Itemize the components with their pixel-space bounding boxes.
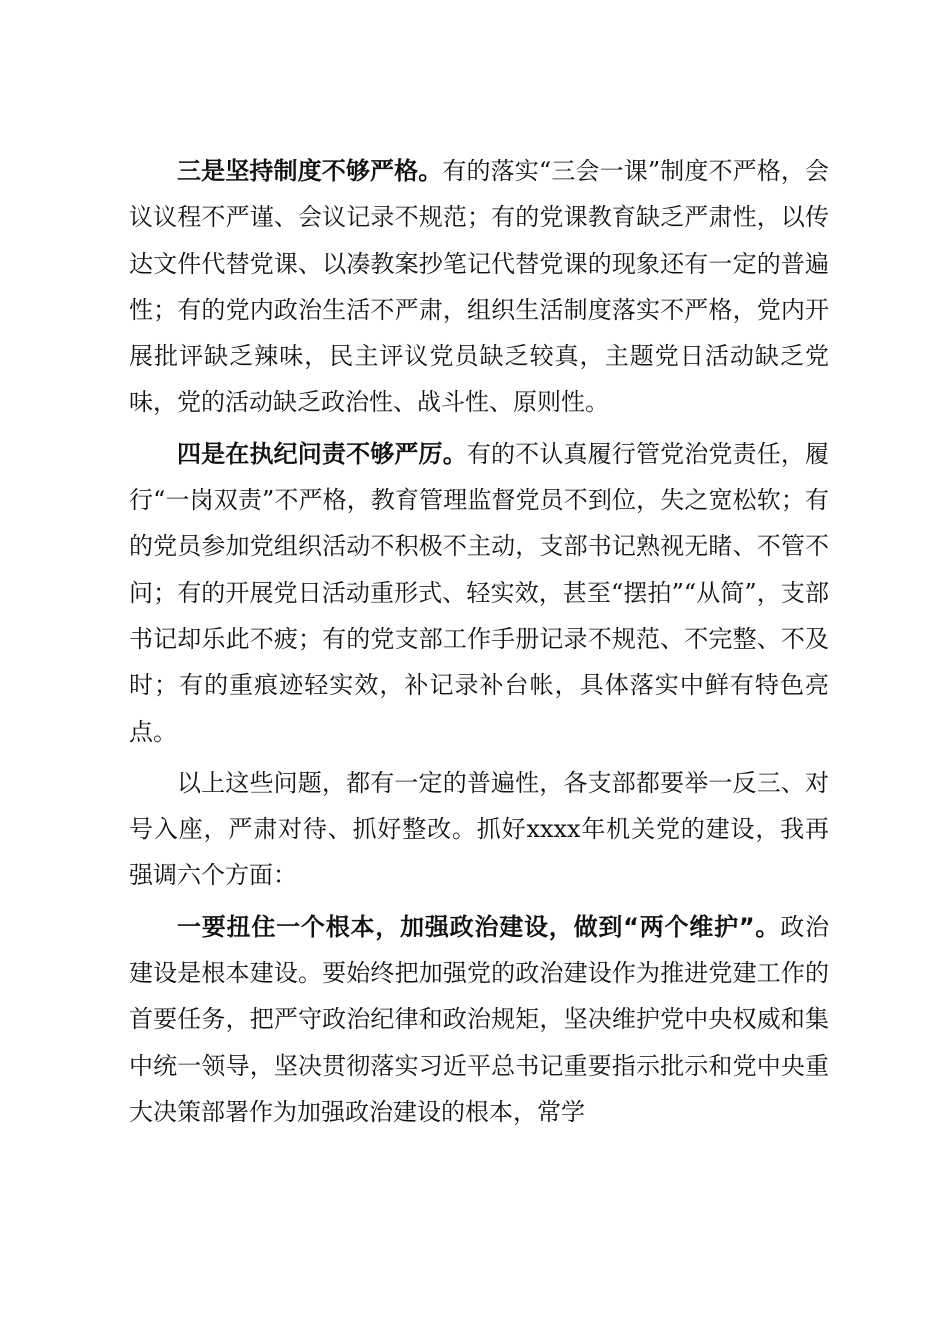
paragraph-heading: 一要扭住一个根本，加强政治建设，做到“两个维护”。: [177, 912, 781, 941]
paragraph-discipline-system: [129, 148, 829, 426]
paragraph-text: 有的落实“三会一课”制度不严格，会议议程不严谨、会议记录不规范；有的党课教育缺乏严肃性，以传达文件代替党课、以凑教案抄笔记代替党课的现象还有一定的普遍性；有的党内政治生活不严肃，组织生活制度落实不严格，党内开展批评缺乏辣味，民主评议党员缺乏较真，主题党日活动缺乏党味，党的活动缺乏政治性、战斗性、原则性。: [129, 157, 829, 417]
paragraph-political-building: [129, 904, 829, 1135]
document-body: [129, 148, 829, 1135]
paragraph-text: 政治建设是根本建设。要始终把加强党的政治建设作为推进党建工作的首要任务，把严守政治纪律和政治规矩，坚决维护党中央权威和集中统一领导，坚决贯彻落实习近平总书记重要指示批示和党中央重大决策部署作为加强政治建设的根本，常学: [129, 912, 830, 1126]
paragraph-text: 以上这些问题，都有一定的普遍性，各支部都要举一反三、对号入座，严肃对待、抓好整改。抓好xxxx年机关党的建设，我再强调六个方面：: [129, 768, 829, 890]
paragraph-text: 有的不认真履行管党治党责任，履行“一岗双责”不严格，教育管理监督党员不到位，失之宽松软；有的党员参加党组织活动不积极不主动，支部书记熟视无睹、不管不问；有的开展党日活动重形式、轻实效，甚至“摆拍”“从简”，支部书记却乐此不疲；有的党支部工作手册记录不规范、不完整、不及时；有的重痕迹轻实效，补记录补台帐，具体落实中鲜有特色亮点。: [129, 439, 830, 746]
paragraph-heading: 四是在执纪问责不够严厉。: [177, 439, 467, 468]
paragraph-summary: [129, 760, 829, 899]
paragraph-accountability: [129, 431, 829, 755]
paragraph-heading: 三是坚持制度不够严格。: [177, 157, 443, 185]
